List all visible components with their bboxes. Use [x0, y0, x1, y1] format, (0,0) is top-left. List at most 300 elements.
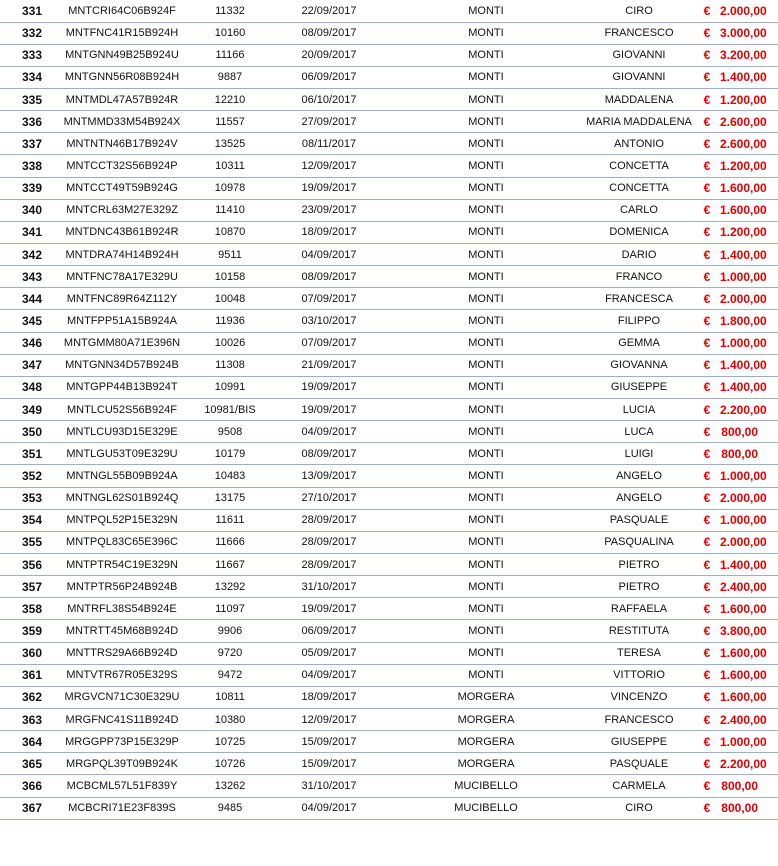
- tax-code: MCBCML57L51F839Y: [54, 775, 190, 797]
- row-number: 353: [0, 487, 54, 509]
- tax-code: MRGFNC41S11B924D: [54, 709, 190, 731]
- protocol-number: 10179: [190, 443, 270, 465]
- surname: MONTI: [388, 376, 584, 398]
- date: 07/09/2017: [270, 288, 388, 310]
- tax-code: MRGGPP73P15E329P: [54, 731, 190, 753]
- table-row: [0, 620, 778, 642]
- table-row: [0, 221, 778, 243]
- amount: 1.600,00: [720, 199, 778, 221]
- table-row: [0, 89, 778, 111]
- row-number: 362: [0, 686, 54, 708]
- surname: MONTI: [388, 554, 584, 576]
- amount: 1.400,00: [720, 66, 778, 88]
- first-name: RAFFAELA: [584, 598, 694, 620]
- currency-symbol: €: [694, 487, 720, 509]
- surname: MONTI: [388, 531, 584, 553]
- protocol-number: 10311: [190, 155, 270, 177]
- first-name: GIOVANNI: [584, 66, 694, 88]
- table-row: [0, 177, 778, 199]
- currency-symbol: €: [694, 620, 720, 642]
- first-name: PASQUALE: [584, 509, 694, 531]
- date: 19/09/2017: [270, 598, 388, 620]
- surname: MONTI: [388, 155, 584, 177]
- tax-code: MNTLCU52S56B924F: [54, 399, 190, 421]
- tax-code: MNTLCU93D15E329E: [54, 421, 190, 443]
- tax-code: MNTDNC43B61B924R: [54, 221, 190, 243]
- protocol-number: 13175: [190, 487, 270, 509]
- row-number: 351: [0, 443, 54, 465]
- currency-symbol: €: [694, 731, 720, 753]
- surname: MONTI: [388, 443, 584, 465]
- amount: 2.200,00: [720, 399, 778, 421]
- protocol-number: 11936: [190, 310, 270, 332]
- tax-code: MNTVTR67R05E329S: [54, 664, 190, 686]
- tax-code: MNTPQL83C65E396C: [54, 531, 190, 553]
- tax-code: MNTFPP51A15B924A: [54, 310, 190, 332]
- tax-code: MNTFNC78A17E329U: [54, 266, 190, 288]
- amount: 3.000,00: [720, 22, 778, 44]
- protocol-number: 10981/BIS: [190, 399, 270, 421]
- table-row: [0, 686, 778, 708]
- table-row: [0, 753, 778, 775]
- row-number: 363: [0, 709, 54, 731]
- tax-code: MNTCRL63M27E329Z: [54, 199, 190, 221]
- date: 04/09/2017: [270, 244, 388, 266]
- date: 07/09/2017: [270, 332, 388, 354]
- first-name: PIETRO: [584, 554, 694, 576]
- currency-symbol: €: [694, 421, 720, 443]
- protocol-number: 9485: [190, 797, 270, 819]
- amount: 2.600,00: [720, 111, 778, 133]
- table-row: [0, 443, 778, 465]
- table-row: [0, 554, 778, 576]
- protocol-number: 9906: [190, 620, 270, 642]
- date: 08/09/2017: [270, 443, 388, 465]
- date: 19/09/2017: [270, 376, 388, 398]
- amount: 800,00: [720, 775, 778, 797]
- first-name: TERESA: [584, 642, 694, 664]
- first-name: FILIPPO: [584, 310, 694, 332]
- row-number: 360: [0, 642, 54, 664]
- surname: MONTI: [388, 288, 584, 310]
- date: 19/09/2017: [270, 399, 388, 421]
- table-row: [0, 709, 778, 731]
- amount: 3.200,00: [720, 44, 778, 66]
- protocol-number: 10160: [190, 22, 270, 44]
- amount: 1.800,00: [720, 310, 778, 332]
- surname: MONTI: [388, 332, 584, 354]
- currency-symbol: €: [694, 111, 720, 133]
- date: 03/10/2017: [270, 310, 388, 332]
- amount: 800,00: [720, 443, 778, 465]
- protocol-number: 13262: [190, 775, 270, 797]
- table-row: [0, 421, 778, 443]
- date: 27/10/2017: [270, 487, 388, 509]
- tax-code: MNTPQL52P15E329N: [54, 509, 190, 531]
- row-number: 335: [0, 89, 54, 111]
- row-number: 348: [0, 376, 54, 398]
- table-row: [0, 598, 778, 620]
- surname: MONTI: [388, 576, 584, 598]
- currency-symbol: €: [694, 44, 720, 66]
- table-row: [0, 509, 778, 531]
- surname: MONTI: [388, 66, 584, 88]
- first-name: MARIA MADDALENA: [584, 111, 694, 133]
- tax-code: MNTCCT49T59B924G: [54, 177, 190, 199]
- currency-symbol: €: [694, 775, 720, 797]
- amount: 1.200,00: [720, 155, 778, 177]
- table-row: [0, 576, 778, 598]
- protocol-number: 11166: [190, 44, 270, 66]
- row-number: 345: [0, 310, 54, 332]
- amount: 1.000,00: [720, 332, 778, 354]
- tax-code: MNTRFL38S54B924E: [54, 598, 190, 620]
- table-row: [0, 199, 778, 221]
- row-number: 333: [0, 44, 54, 66]
- row-number: 365: [0, 753, 54, 775]
- first-name: CIRO: [584, 0, 694, 22]
- row-number: 349: [0, 399, 54, 421]
- currency-symbol: €: [694, 354, 720, 376]
- tax-code: MNTNGL62S01B924Q: [54, 487, 190, 509]
- table-row: [0, 0, 778, 22]
- protocol-number: 10026: [190, 332, 270, 354]
- first-name: VINCENZO: [584, 686, 694, 708]
- row-number: 364: [0, 731, 54, 753]
- row-number: 336: [0, 111, 54, 133]
- date: 04/09/2017: [270, 664, 388, 686]
- currency-symbol: €: [694, 664, 720, 686]
- tax-code: MNTGNN56R08B924H: [54, 66, 190, 88]
- tax-code: MNTGNN49B25B924U: [54, 44, 190, 66]
- protocol-number: 11666: [190, 531, 270, 553]
- currency-symbol: €: [694, 221, 720, 243]
- row-number: 355: [0, 531, 54, 553]
- table-row: [0, 797, 778, 819]
- row-number: 359: [0, 620, 54, 642]
- table-row: [0, 155, 778, 177]
- surname: MONTI: [388, 111, 584, 133]
- tax-code: MNTNGL55B09B924A: [54, 465, 190, 487]
- tax-code: MNTGNN34D57B924B: [54, 354, 190, 376]
- currency-symbol: €: [694, 22, 720, 44]
- surname: MONTI: [388, 199, 584, 221]
- currency-symbol: €: [694, 576, 720, 598]
- surname: MONTI: [388, 509, 584, 531]
- surname: MONTI: [388, 620, 584, 642]
- first-name: VITTORIO: [584, 664, 694, 686]
- surname: MONTI: [388, 221, 584, 243]
- tax-code: MNTPTR54C19E329N: [54, 554, 190, 576]
- amount: 1.400,00: [720, 376, 778, 398]
- date: 15/09/2017: [270, 753, 388, 775]
- surname: MORGERA: [388, 731, 584, 753]
- table-row: [0, 642, 778, 664]
- amount: 1.600,00: [720, 177, 778, 199]
- amount: 1.400,00: [720, 554, 778, 576]
- surname: MONTI: [388, 354, 584, 376]
- surname: MONTI: [388, 177, 584, 199]
- date: 20/09/2017: [270, 44, 388, 66]
- table-row: [0, 664, 778, 686]
- protocol-number: 10978: [190, 177, 270, 199]
- amount: 1.600,00: [720, 642, 778, 664]
- protocol-number: 11557: [190, 111, 270, 133]
- date: 23/09/2017: [270, 199, 388, 221]
- currency-symbol: €: [694, 753, 720, 775]
- first-name: GIOVANNA: [584, 354, 694, 376]
- date: 04/09/2017: [270, 797, 388, 819]
- first-name: GEMMA: [584, 332, 694, 354]
- first-name: ANTONIO: [584, 133, 694, 155]
- row-number: 337: [0, 133, 54, 155]
- currency-symbol: €: [694, 332, 720, 354]
- currency-symbol: €: [694, 376, 720, 398]
- tax-code: MNTMMD33M54B924X: [54, 111, 190, 133]
- amount: 1.600,00: [720, 664, 778, 686]
- amount: 800,00: [720, 797, 778, 819]
- protocol-number: 10811: [190, 686, 270, 708]
- table-row: [0, 111, 778, 133]
- row-number: 338: [0, 155, 54, 177]
- currency-symbol: €: [694, 598, 720, 620]
- first-name: MADDALENA: [584, 89, 694, 111]
- date: 13/09/2017: [270, 465, 388, 487]
- surname: MONTI: [388, 421, 584, 443]
- table-row: [0, 775, 778, 797]
- protocol-number: 13292: [190, 576, 270, 598]
- first-name: GIUSEPPE: [584, 731, 694, 753]
- first-name: ANGELO: [584, 465, 694, 487]
- row-number: 357: [0, 576, 54, 598]
- protocol-number: 11097: [190, 598, 270, 620]
- table-row: [0, 66, 778, 88]
- date: 06/09/2017: [270, 66, 388, 88]
- tax-code: MNTPTR56P24B924B: [54, 576, 190, 598]
- table-row: [0, 731, 778, 753]
- surname: MONTI: [388, 487, 584, 509]
- date: 08/09/2017: [270, 22, 388, 44]
- currency-symbol: €: [694, 89, 720, 111]
- surname: MONTI: [388, 399, 584, 421]
- first-name: FRANCESCO: [584, 22, 694, 44]
- table-row: [0, 465, 778, 487]
- protocol-number: 13525: [190, 133, 270, 155]
- protocol-number: 10158: [190, 266, 270, 288]
- first-name: CONCETTA: [584, 155, 694, 177]
- currency-symbol: €: [694, 0, 720, 22]
- date: 28/09/2017: [270, 509, 388, 531]
- amount: 1.400,00: [720, 354, 778, 376]
- amount: 1.600,00: [720, 598, 778, 620]
- currency-symbol: €: [694, 797, 720, 819]
- table-row: [0, 531, 778, 553]
- table-row: [0, 399, 778, 421]
- surname: MONTI: [388, 133, 584, 155]
- surname: MONTI: [388, 22, 584, 44]
- surname: MONTI: [388, 266, 584, 288]
- currency-symbol: €: [694, 709, 720, 731]
- amount: 3.800,00: [720, 620, 778, 642]
- protocol-number: 9887: [190, 66, 270, 88]
- currency-symbol: €: [694, 155, 720, 177]
- protocol-number: 11308: [190, 354, 270, 376]
- row-number: 350: [0, 421, 54, 443]
- date: 28/09/2017: [270, 531, 388, 553]
- amount: 2.600,00: [720, 133, 778, 155]
- table-row: [0, 44, 778, 66]
- row-number: 342: [0, 244, 54, 266]
- date: 21/09/2017: [270, 354, 388, 376]
- first-name: RESTITUTA: [584, 620, 694, 642]
- protocol-number: 9720: [190, 642, 270, 664]
- first-name: DOMENICA: [584, 221, 694, 243]
- tax-code: MNTCCT32S56B924P: [54, 155, 190, 177]
- currency-symbol: €: [694, 399, 720, 421]
- date: 18/09/2017: [270, 686, 388, 708]
- table-row: [0, 354, 778, 376]
- surname: MONTI: [388, 465, 584, 487]
- amount: 1.400,00: [720, 244, 778, 266]
- row-number: 361: [0, 664, 54, 686]
- protocol-number: 10483: [190, 465, 270, 487]
- row-number: 334: [0, 66, 54, 88]
- currency-symbol: €: [694, 531, 720, 553]
- tax-code: MNTFNC41R15B924H: [54, 22, 190, 44]
- first-name: LUIGI: [584, 443, 694, 465]
- first-name: LUCIA: [584, 399, 694, 421]
- amount: 2.400,00: [720, 576, 778, 598]
- currency-symbol: €: [694, 443, 720, 465]
- surname: MUCIBELLO: [388, 797, 584, 819]
- protocol-number: 11332: [190, 0, 270, 22]
- first-name: DARIO: [584, 244, 694, 266]
- date: 12/09/2017: [270, 155, 388, 177]
- amount: 2.200,00: [720, 753, 778, 775]
- tax-code: MNTLGU53T09E329U: [54, 443, 190, 465]
- protocol-number: 11410: [190, 199, 270, 221]
- first-name: PIETRO: [584, 576, 694, 598]
- tax-code: MNTNTN46B17B924V: [54, 133, 190, 155]
- protocol-number: 11667: [190, 554, 270, 576]
- date: 12/09/2017: [270, 709, 388, 731]
- surname: MUCIBELLO: [388, 775, 584, 797]
- protocol-number: 10048: [190, 288, 270, 310]
- currency-symbol: €: [694, 509, 720, 531]
- amount: 1.600,00: [720, 686, 778, 708]
- date: 06/10/2017: [270, 89, 388, 111]
- row-number: 343: [0, 266, 54, 288]
- amount: 1.000,00: [720, 731, 778, 753]
- amount: 1.200,00: [720, 89, 778, 111]
- currency-symbol: €: [694, 686, 720, 708]
- row-number: 339: [0, 177, 54, 199]
- date: 22/09/2017: [270, 0, 388, 22]
- currency-symbol: €: [694, 66, 720, 88]
- protocol-number: 10726: [190, 753, 270, 775]
- row-number: 340: [0, 199, 54, 221]
- surname: MORGERA: [388, 686, 584, 708]
- tax-code: MNTFNC89R64Z112Y: [54, 288, 190, 310]
- table-row: [0, 133, 778, 155]
- protocol-number: 10380: [190, 709, 270, 731]
- protocol-number: 11611: [190, 509, 270, 531]
- date: 31/10/2017: [270, 576, 388, 598]
- first-name: CARMELA: [584, 775, 694, 797]
- surname: MONTI: [388, 44, 584, 66]
- table-row: [0, 332, 778, 354]
- row-number: 354: [0, 509, 54, 531]
- surname: MONTI: [388, 598, 584, 620]
- first-name: FRANCESCA: [584, 288, 694, 310]
- protocol-number: 9472: [190, 664, 270, 686]
- table-row: [0, 487, 778, 509]
- currency-symbol: €: [694, 133, 720, 155]
- tax-code: MNTMDL47A57B924R: [54, 89, 190, 111]
- tax-code: MRGPQL39T09B924K: [54, 753, 190, 775]
- amount: 1.000,00: [720, 509, 778, 531]
- table-row: [0, 376, 778, 398]
- table-row: [0, 310, 778, 332]
- protocol-number: 12210: [190, 89, 270, 111]
- date: 28/09/2017: [270, 554, 388, 576]
- currency-symbol: €: [694, 266, 720, 288]
- first-name: PASQUALE: [584, 753, 694, 775]
- amount: 2.000,00: [720, 531, 778, 553]
- date: 31/10/2017: [270, 775, 388, 797]
- first-name: LUCA: [584, 421, 694, 443]
- currency-symbol: €: [694, 199, 720, 221]
- first-name: PASQUALINA: [584, 531, 694, 553]
- first-name: ANGELO: [584, 487, 694, 509]
- date: 19/09/2017: [270, 177, 388, 199]
- protocol-number: 9508: [190, 421, 270, 443]
- currency-symbol: €: [694, 465, 720, 487]
- currency-symbol: €: [694, 310, 720, 332]
- surname: MORGERA: [388, 753, 584, 775]
- protocol-number: 10991: [190, 376, 270, 398]
- row-number: 331: [0, 0, 54, 22]
- surname: MORGERA: [388, 709, 584, 731]
- row-number: 347: [0, 354, 54, 376]
- surname: MONTI: [388, 89, 584, 111]
- row-number: 356: [0, 554, 54, 576]
- table-row: [0, 22, 778, 44]
- tax-code: MNTCRI64C06B924F: [54, 0, 190, 22]
- row-number: 346: [0, 332, 54, 354]
- first-name: GIUSEPPE: [584, 376, 694, 398]
- surname: MONTI: [388, 664, 584, 686]
- surname: MONTI: [388, 310, 584, 332]
- row-number: 344: [0, 288, 54, 310]
- currency-symbol: €: [694, 288, 720, 310]
- first-name: CIRO: [584, 797, 694, 819]
- row-number: 367: [0, 797, 54, 819]
- date: 27/09/2017: [270, 111, 388, 133]
- date: 18/09/2017: [270, 221, 388, 243]
- first-name: CONCETTA: [584, 177, 694, 199]
- amount: 2.000,00: [720, 487, 778, 509]
- tax-code: MNTDRA74H14B924H: [54, 244, 190, 266]
- date: 08/11/2017: [270, 133, 388, 155]
- table-row: [0, 244, 778, 266]
- tax-code: MCBCRI71E23F839S: [54, 797, 190, 819]
- table-row: [0, 266, 778, 288]
- row-number: 352: [0, 465, 54, 487]
- amount: 1.200,00: [720, 221, 778, 243]
- row-number: 341: [0, 221, 54, 243]
- surname: MONTI: [388, 642, 584, 664]
